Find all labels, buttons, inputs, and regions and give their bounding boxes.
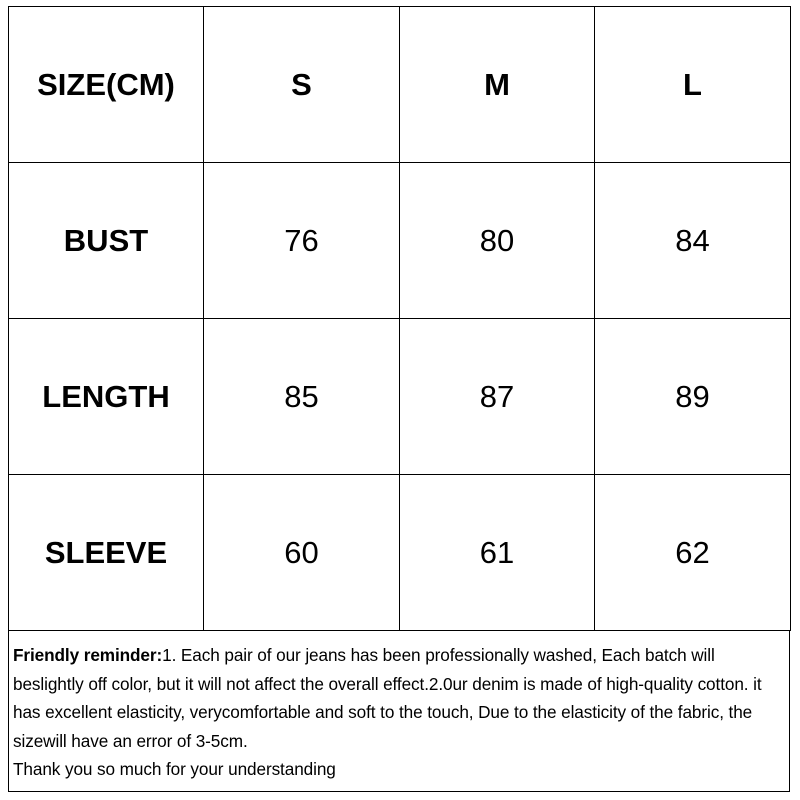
reminder-thanks: Thank you so much for your understanding [13, 759, 336, 779]
header-cell-s: S [204, 7, 400, 163]
reminder-body: 1. Each pair of our jeans has been professionally washed, Each batch will beslightly off color, but it will not affect the overall effect.2.0ur denim is made of high-quality cotton. it has excellent elasticity, verycomfortable and soft to the touch, Due to the elasticity of the fabric, the sizewill have an error of 3-5cm. [13, 645, 762, 751]
bust-l-value: 84 [595, 163, 791, 319]
bust-m-value: 80 [400, 163, 595, 319]
reminder-heading: Friendly reminder: [13, 645, 163, 665]
header-cell-size: SIZE(CM) [9, 7, 204, 163]
header-cell-l: L [595, 7, 791, 163]
size-chart [8, 6, 790, 792]
row-label-sleeve: SLEEVE [9, 475, 204, 631]
sleeve-m-value: 61 [400, 475, 595, 631]
table-header-row [9, 7, 791, 163]
row-label-length: LENGTH [9, 319, 204, 475]
table-row-length [9, 319, 791, 475]
header-cell-m: M [400, 7, 595, 163]
table-row-sleeve [9, 475, 791, 631]
sleeve-l-value: 62 [595, 475, 791, 631]
length-m-value: 87 [400, 319, 595, 475]
row-label-bust: BUST [9, 163, 204, 319]
reminder-box [8, 631, 790, 792]
size-table [8, 6, 791, 631]
reminder-text [9, 631, 789, 784]
bust-s-value: 76 [204, 163, 400, 319]
sleeve-s-value: 60 [204, 475, 400, 631]
length-l-value: 89 [595, 319, 791, 475]
table-row-bust [9, 163, 791, 319]
length-s-value: 85 [204, 319, 400, 475]
